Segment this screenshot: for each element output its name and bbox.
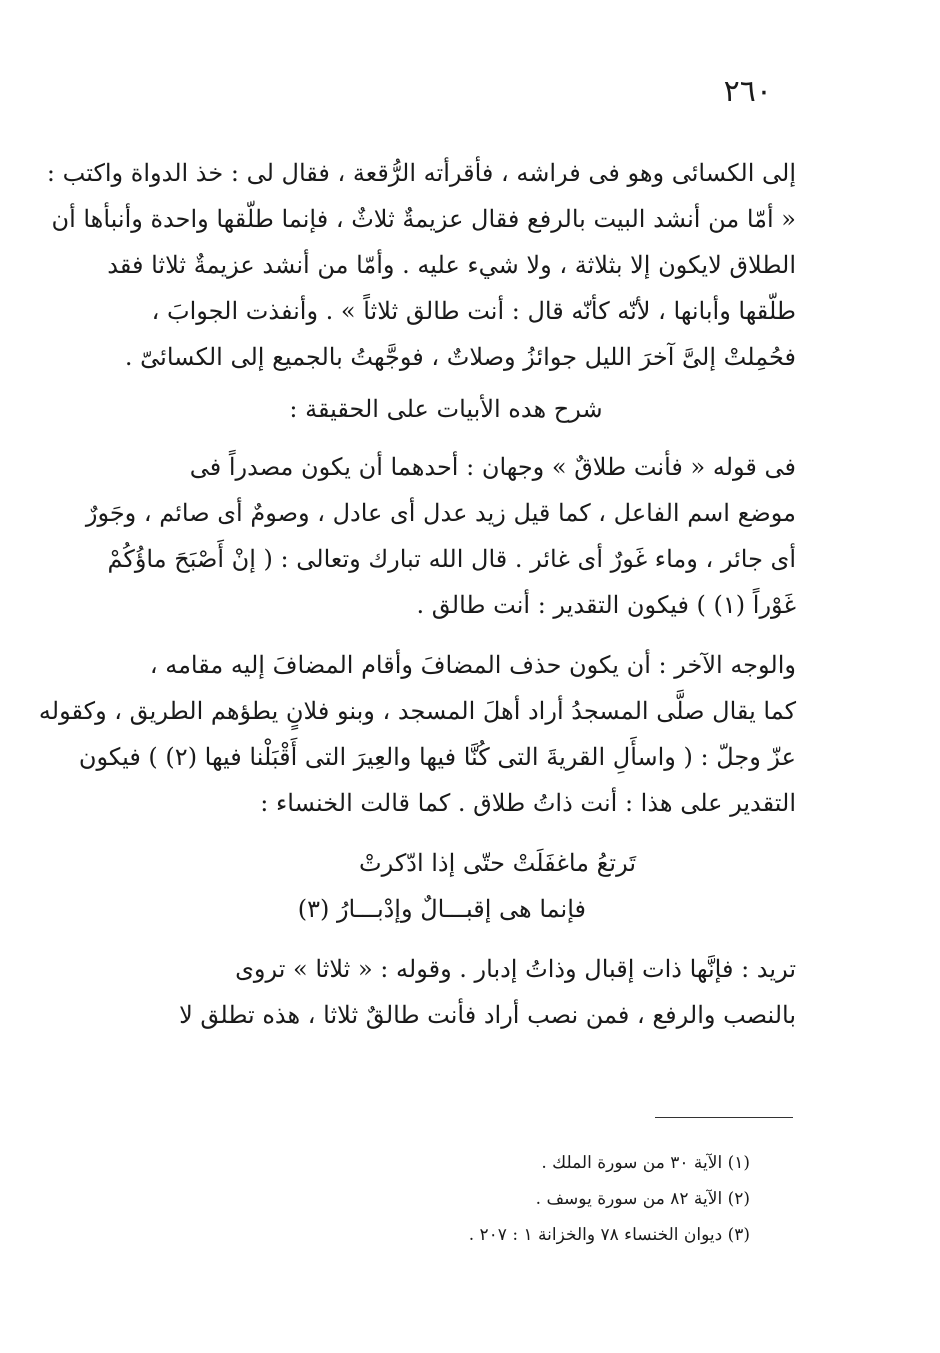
text-line: فحُمِلتْ إلىَّ آخرَ الليل جوائزُ وصلاتٌ ، فوجَّهتُ بالجميع إلى الكسائىّ . (124, 343, 796, 371)
text-line: بالنصب والرفع ، فمن نصب أراد فأنت طالقٌ ثلاثا ، هذه تطلق لا (179, 1001, 796, 1029)
paragraph-4 (96, 946, 796, 1038)
verse-block (96, 840, 796, 932)
footnote-divider (655, 1117, 793, 1118)
text-line: « أمّا من أنشد البيت بالرفع فقال عزيمةٌ ثلاثٌ ، فإنما طلّقها واحدة وأنبأها أن (51, 205, 796, 233)
text-line: أى جائر ، وماء غَورٌ أى غائر . قال الله تبارك وتعالى : ( إنْ أَصْبَحَ ماؤُكُمْ (107, 545, 796, 573)
paragraph-3 (38, 642, 796, 826)
paragraph-gap (96, 826, 796, 840)
footnote-3: (٣) ديوان الخنساء ٧٨ والخزانة ١ : ٢٠٧ . (468, 1225, 750, 1245)
paragraph-gap (96, 932, 796, 946)
text-line: عزّ وجلّ : ( واسأَلِ القريةَ التى كُنَّا فيها والعِيرَ التى أَقْبَلْنا فيها (٢) ) فيكون (78, 743, 796, 771)
text-line: إلى الكسائى وهو فى فراشه ، فأقرأته الرُّقعة ، فقال لى : خذ الدواة واكتب : (46, 159, 796, 187)
text-line: موضع اسم الفاعل ، كما قيل زيد عدل أى عادل ، وصومٌ أى صائم ، وجَورٌ (85, 499, 796, 527)
verse-line: فإنما هى إقبـــالٌ وإدْبـــارُ (٣) (297, 895, 586, 923)
footnote-2: (٢) الآية ٨٢ من سورة يوسف . (535, 1189, 750, 1209)
text-line: والوجه الآخر : أن يكون حذف المضافَ وأقام المضافَ إليه مقامه ، (149, 651, 796, 679)
section-heading: شرح هده الأبيات على الحقيقة : (289, 395, 603, 423)
text-line: التقدير على هذا : أنت ذاتُ طلاق . كما قالت الخنساء : (260, 789, 796, 817)
footnotes (190, 1145, 750, 1253)
verse-line: تَرتعُ ماغفَلَتْ حتّى إذا ادّكرتْ (359, 849, 636, 877)
page-number: ٢٦٠ (723, 74, 772, 109)
text-line: غَوْراً (١) ) فيكون التقدير : أنت طالق . (416, 591, 796, 619)
text-line: فى قوله « فأنت طلاقٌ » وجهان : أحدهما أن يكون مصدراً فى (189, 453, 796, 481)
text-line: تريد : فإنَّها ذات إقبال وذاتُ إدبار . وقوله : « ثلاثا » تروى (235, 955, 796, 983)
text-line: كما يقال صلَّى المسجدُ أراد أهلَ المسجد ، وبنو فلانٍ يطؤهم الطريق ، وكقوله (38, 697, 796, 725)
text-line: الطلاق لايكون إلا بثلاثة ، ولا شيء عليه . وأمّا من أنشد عزيمةٌ ثلاثا فقد (107, 251, 796, 279)
text-line: طلّقها وأبانها ، لأنّه كأنّه قال : أنت طالق ثلاثاً » . وأنفذت الجوابَ ، (151, 297, 796, 325)
paragraph-1 (46, 150, 796, 380)
paragraph-2 (85, 444, 796, 628)
body-text (38, 150, 796, 1038)
footnote-1: (١) الآية ٣٠ من سورة الملك . (541, 1153, 750, 1173)
paragraph-gap (96, 628, 796, 642)
